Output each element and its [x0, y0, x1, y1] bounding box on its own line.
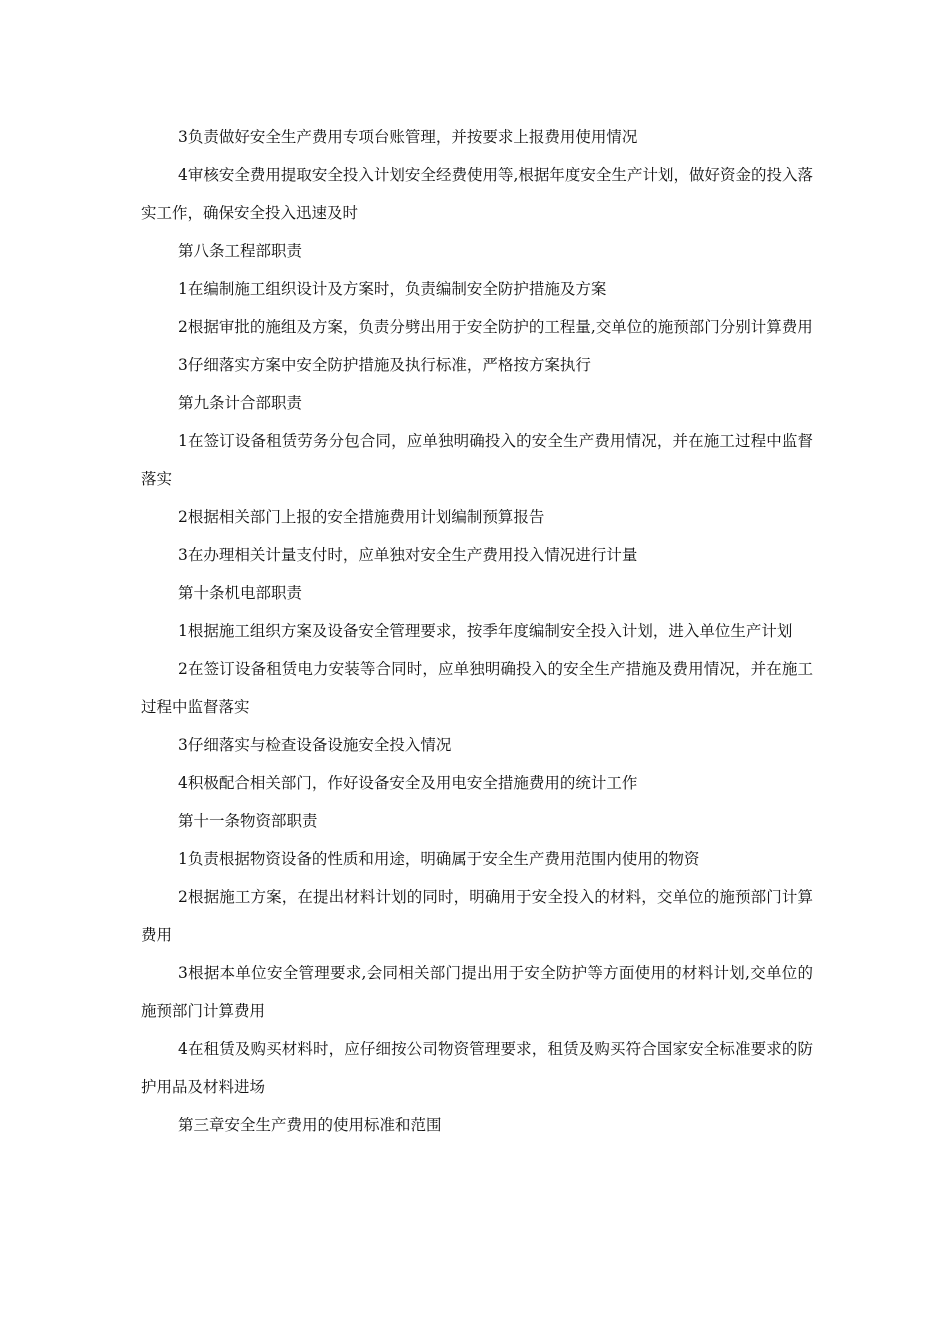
- paragraph-8: 1在签订设备租赁劳务分包合同，应单独明确投入的安全生产费用情况，并在施工过程中监督落实: [141, 432, 813, 488]
- paragraph-2: 4审核安全费用提取安全投入计划安全经费使用等,根据年度安全生产计划，做好资金的投入落实工作，确保安全投入迅速及时: [141, 166, 813, 222]
- paragraph-14: 3仔细落实与检查设备设施安全投入情况: [178, 736, 452, 754]
- paragraph-13: 2在签订设备租赁电力安装等合同时，应单独明确投入的安全生产措施及费用情况，并在施工过程中监督落实: [141, 660, 813, 716]
- paragraph-12: 1根据施工组织方案及设备安全管理要求，按季年度编制安全投入计划，进入单位生产计划: [178, 622, 793, 640]
- paragraph-20: 4在租赁及购买材料时，应仔细按公司物资管理要求，租赁及购买符合国家安全标准要求的防护用品及材料进场: [141, 1040, 813, 1096]
- section-heading-article-10: 第十条机电部职责: [178, 584, 303, 602]
- paragraph-5: 2根据审批的施组及方案，负责分劈出用于安全防护的工程量,交单位的施预部门分别计算费用: [178, 318, 813, 336]
- section-heading-article-11: 第十一条物资部职责: [178, 812, 318, 830]
- paragraph-17: 1负责根据物资设备的性质和用途，明确属于安全生产费用范围内使用的物资: [178, 850, 700, 868]
- paragraph-15: 4积极配合相关部门，作好设备安全及用电安全措施费用的统计工作: [178, 774, 638, 792]
- paragraph-10: 3在办理相关计量支付时，应单独对安全生产费用投入情况进行计量: [178, 546, 638, 564]
- paragraph-9: 2根据相关部门上报的安全措施费用计划编制预算报告: [178, 508, 545, 526]
- paragraph-19: 3根据本单位安全管理要求,会同相关部门提出用于安全防护等方面使用的材料计划,交单位的施预部门计算费用: [141, 964, 813, 1020]
- section-heading-article-9: 第九条计合部职责: [178, 394, 303, 412]
- section-heading-article-8: 第八条工程部职责: [178, 242, 303, 260]
- paragraph-1: 3负责做好安全生产费用专项台账管理，并按要求上报费用使用情况: [178, 128, 638, 146]
- paragraph-4: 1在编制施工组织设计及方案时，负责编制安全防护措施及方案: [178, 280, 607, 298]
- paragraph-18: 2根据施工方案，在提出材料计划的同时，明确用于安全投入的材料，交单位的施预部门计算费用: [141, 888, 813, 944]
- paragraph-6: 3仔细落实方案中安全防护措施及执行标准，严格按方案执行: [178, 356, 591, 374]
- document-body: [141, 118, 813, 1144]
- chapter-heading-3: 第三章安全生产费用的使用标准和范围: [178, 1116, 442, 1134]
